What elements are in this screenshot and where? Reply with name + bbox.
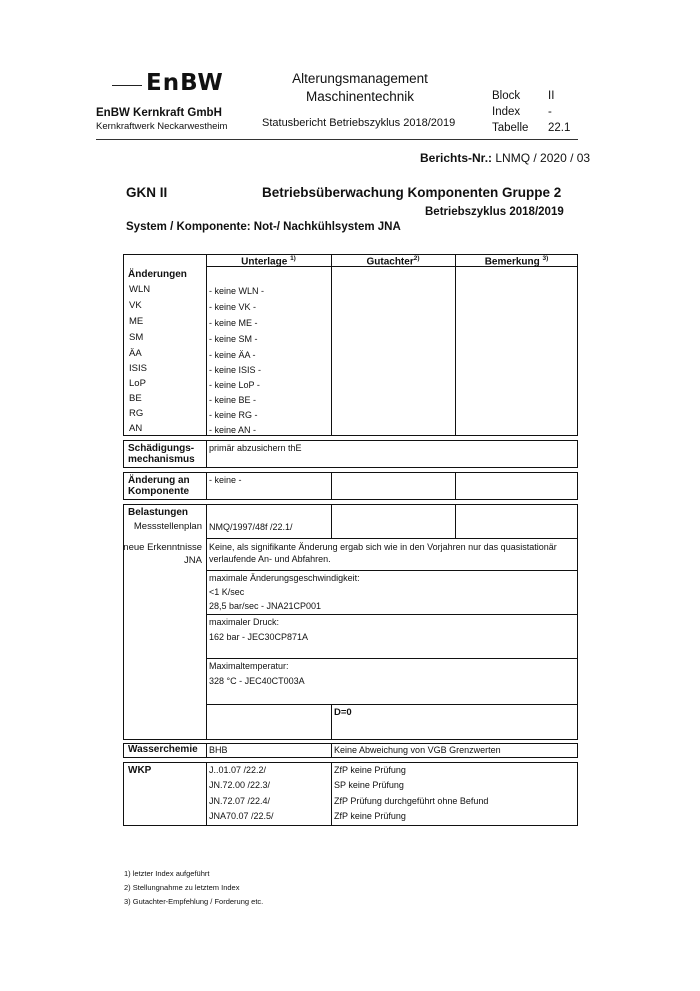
change-code: ÄA: [129, 348, 142, 359]
max-rate-value-1: <1 K/sec: [209, 587, 245, 597]
new-findings-system: JNA: [184, 555, 202, 566]
new-findings-text-1: Keine, als signifikante Änderung ergab sich wie in den Vorjahren nur das quasistationär: [209, 542, 557, 552]
change-value: - keine ME -: [209, 318, 258, 328]
system-component: System / Komponente: Not-/ Nachkühlsystem JNA: [126, 221, 401, 233]
title-line-2: Maschinentechnik: [305, 89, 415, 104]
d-value: D=0: [334, 707, 352, 718]
damage-mechanism-title-2: mechanismus: [128, 454, 195, 465]
change-value: - keine ISIS -: [209, 365, 262, 375]
damage-mechanism-title-1: Schädigungs-: [128, 443, 195, 454]
block-value: II: [548, 90, 555, 102]
max-rate-value-2: 28,5 bar/sec - JNA21CP001: [209, 601, 322, 611]
operating-cycle: Betriebszyklus 2018/2019: [425, 206, 564, 218]
component-change-value: - keine -: [209, 475, 242, 485]
footnote-3: 3) Gutachter-Empfehlung / Forderung etc.: [124, 897, 264, 906]
max-temperature-title: Maximaltemperatur:: [209, 661, 289, 671]
water-chemistry-document: BHB: [209, 745, 228, 755]
report-number: [420, 151, 590, 165]
wkp-document: JN.72.00 /22.3/: [209, 780, 271, 790]
header-unterlage: Unterlage $^{1)}$: [241, 255, 296, 268]
status-report: Statusbericht Betriebszyklus 2018/2019: [262, 117, 456, 129]
header-divider: [96, 139, 578, 140]
header-gutachter: Gutachter$^{2)}$: [366, 255, 420, 268]
wkp-assessment: ZfP keine Prüfung: [334, 811, 406, 821]
wkp-assessment: SP keine Prüfung: [334, 780, 404, 790]
table-value: 22.1: [548, 122, 571, 134]
wkp-assessment: ZfP Prüfung durchgeführt ohne Befund: [334, 796, 489, 806]
max-rate-title: maximale Änderungsgeschwindigkeit:: [209, 573, 360, 583]
water-chemistry-title: Wasserchemie: [128, 744, 198, 755]
new-findings-text-2: verlaufende An- und Abfahren.: [209, 554, 331, 564]
component-change-title-1: Änderung an: [128, 475, 190, 486]
max-pressure-title: maximaler Druck:: [209, 617, 280, 627]
header-bemerkung: Bemerkung $^{3)}$: [484, 255, 549, 268]
footnote-2: 2) Stellungnahme zu letztem Index: [124, 883, 240, 892]
change-code: AN: [129, 423, 143, 434]
wkp-document: JNA70.07 /22.5/: [209, 811, 274, 821]
change-value: - keine BE -: [209, 395, 257, 405]
water-chemistry-assessment: Keine Abweichung von VGB Grenzwerten: [334, 745, 501, 755]
change-value: - keine WLN -: [209, 286, 265, 296]
change-value: - keine AN -: [209, 425, 257, 435]
changes-section: [123, 254, 578, 436]
unit-name: GKN II: [126, 185, 168, 200]
wkp-assessment: ZfP keine Prüfung: [334, 765, 406, 775]
measurement-plan-label: Messstellenplan: [133, 521, 202, 532]
change-code: RG: [129, 408, 144, 419]
table-label: Tabelle: [492, 122, 529, 134]
report-number-label: Berichts-Nr.:: [420, 151, 493, 165]
change-code: WLN: [129, 284, 151, 295]
new-findings-label: neue Erkenntnisse: [123, 542, 202, 553]
change-code: SM: [129, 332, 144, 343]
company-name: EnBW Kernkraft GmbH: [96, 107, 222, 119]
index-value: -: [548, 106, 552, 118]
loads-title: Belastungen: [128, 507, 189, 518]
report-number-value: LNMQ / 2020 / 03: [495, 151, 591, 165]
change-value: - keine RG -: [209, 410, 258, 420]
max-temperature-value: 328 °C - JEC40CT003A: [209, 676, 305, 686]
change-value: - keine LoP -: [209, 380, 260, 390]
change-value: - keine SM -: [209, 334, 258, 344]
change-code: ME: [129, 316, 144, 327]
logo-rule: [112, 85, 142, 86]
footnote-1: 1) letzter Index aufgeführt: [124, 869, 210, 878]
damage-mechanism-value: primär abzusichern thE: [209, 443, 302, 453]
index-label: Index: [492, 106, 521, 118]
component-change-section: [123, 472, 578, 500]
change-code: ISIS: [129, 363, 147, 374]
change-code: LoP: [129, 378, 146, 389]
max-pressure-value: 162 bar - JEC30CP871A: [209, 632, 309, 642]
block-label: Block: [492, 90, 521, 102]
wkp-document: J..01.07 /22.2/: [209, 765, 267, 775]
title-line-1: Alterungsmanagement: [292, 71, 428, 86]
document-heading: Betriebsüberwachung Komponenten Gruppe 2: [262, 185, 562, 200]
plant-name: Kernkraftwerk Neckarwestheim: [96, 121, 228, 132]
change-value: - keine ÄA -: [209, 350, 256, 360]
change-code: BE: [129, 393, 142, 404]
change-code: VK: [129, 300, 142, 311]
wkp-title: WKP: [128, 765, 152, 776]
changes-title: Änderungen: [128, 269, 187, 280]
measurement-plan-value: NMQ/1997/48f /22.1/: [209, 522, 293, 532]
change-value: - keine VK -: [209, 302, 257, 312]
component-change-title-2: Komponente: [128, 486, 190, 497]
wkp-document: JN.72.07 /22.4/: [209, 796, 271, 806]
enbw-logo: EnBW: [146, 70, 224, 96]
